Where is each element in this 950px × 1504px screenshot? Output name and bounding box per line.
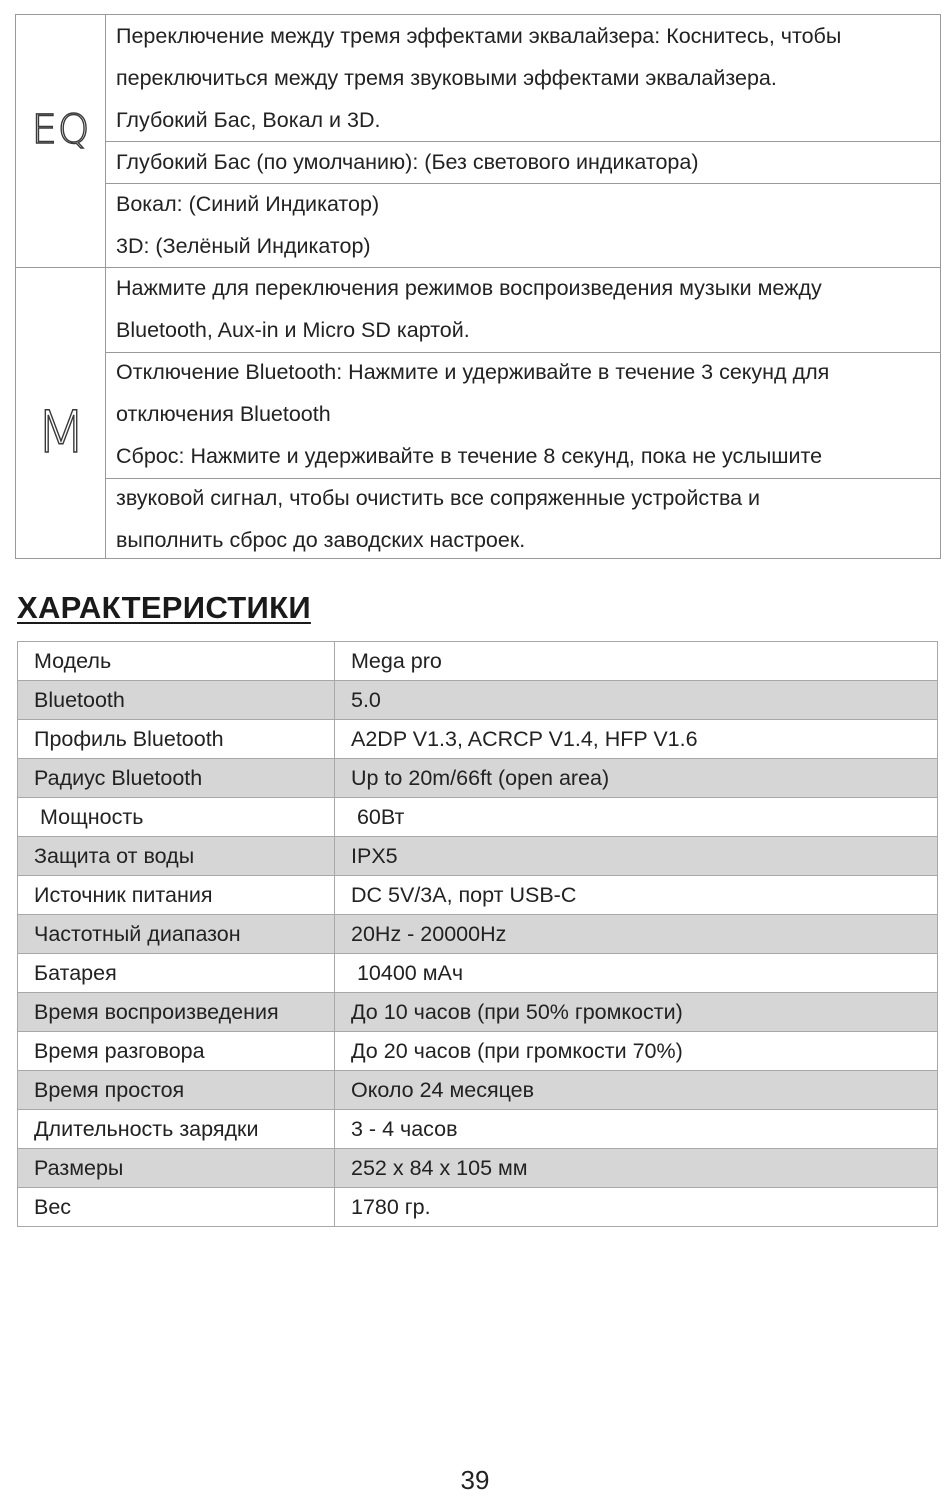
mode-description-line: Нажмите для переключения режимов воспроизведения музыки между	[116, 276, 822, 300]
row-divider	[106, 352, 940, 353]
spec-value: 10400 мАч	[335, 954, 938, 993]
table-row	[18, 642, 938, 681]
eq-description-line: Вокал: (Синий Индикатор)	[116, 192, 380, 216]
spec-key: Защита от воды	[18, 837, 335, 876]
spec-value: До 20 часов (при громкости 70%)	[335, 1032, 938, 1071]
eq-description-line: переключиться между тремя звуковыми эффектами эквалайзера.	[116, 66, 777, 90]
spec-key: Время простоя	[18, 1071, 335, 1110]
spec-key: Время разговора	[18, 1032, 335, 1071]
table-row	[18, 1032, 938, 1071]
mode-description-line: Bluetooth, Aux-in и Micro SD картой.	[116, 318, 470, 342]
table-row	[18, 681, 938, 720]
spec-value: 20Hz - 20000Hz	[335, 915, 938, 954]
eq-description-line: Глубокий Бас (по умолчанию): (Без светового индикатора)	[116, 150, 699, 174]
table-row	[18, 798, 938, 837]
table-row	[18, 1149, 938, 1188]
spec-key: Длительность зарядки	[18, 1110, 335, 1149]
spec-value: Mega pro	[335, 642, 938, 681]
eq-description-line: Переключение между тремя эффектами эквалайзера: Коснитесь, чтобы	[116, 24, 842, 48]
specifications-heading: ХАРАКТЕРИСТИКИ	[17, 590, 311, 625]
spec-value: A2DP V1.3, ACRCP V1.4, HFP V1.6	[335, 720, 938, 759]
spec-value: Около 24 месяцев	[335, 1071, 938, 1110]
table-row	[18, 759, 938, 798]
mode-description-line: отключения Bluetooth	[116, 402, 331, 426]
spec-key: Источник питания	[18, 876, 335, 915]
spec-key: Вес	[18, 1188, 335, 1227]
row-divider	[106, 478, 940, 479]
table-row	[18, 1188, 938, 1227]
page-number: 39	[460, 1465, 490, 1495]
spec-key: Мощность	[18, 798, 335, 837]
spec-key: Время воспроизведения	[18, 993, 335, 1032]
mode-description-line: звуковой сигнал, чтобы очистить все сопряженные устройства и	[116, 486, 761, 510]
spec-value: 1780 гр.	[335, 1188, 938, 1227]
section-divider	[16, 267, 940, 268]
mode-description-line: выполнить сброс до заводских настроек.	[116, 528, 526, 552]
table-row	[18, 993, 938, 1032]
eq-button-icon: EQ	[31, 107, 91, 153]
table-row	[18, 720, 938, 759]
mode-button-icon: M	[35, 398, 87, 466]
table-row	[18, 876, 938, 915]
eq-description-line: Глубокий Бас, Вокал и 3D.	[116, 108, 381, 132]
spec-key: Батарея	[18, 954, 335, 993]
row-divider	[106, 141, 940, 142]
table-row	[18, 1110, 938, 1149]
eq-description-line: 3D: (Зелёный Индикатор)	[116, 234, 371, 258]
spec-value: 5.0	[335, 681, 938, 720]
spec-key: Профиль Bluetooth	[18, 720, 335, 759]
table-row	[18, 837, 938, 876]
spec-key: Модель	[18, 642, 335, 681]
button-icon-column	[16, 15, 106, 558]
mode-description-line: Сброс: Нажмите и удерживайте в течение 8 секунд, пока не услышите	[116, 444, 823, 468]
spec-key: Размеры	[18, 1149, 335, 1188]
table-row	[18, 915, 938, 954]
spec-value: DC 5V/3A, порт USB-C	[335, 876, 938, 915]
row-divider	[106, 183, 940, 184]
spec-key: Радиус Bluetooth	[18, 759, 335, 798]
table-row	[18, 1071, 938, 1110]
spec-value: IPX5	[335, 837, 938, 876]
spec-value: До 10 часов (при 50% громкости)	[335, 993, 938, 1032]
mode-description-line: Отключение Bluetooth: Нажмите и удерживайте в течение 3 секунд для	[116, 360, 830, 384]
spec-value: 3 - 4 часов	[335, 1110, 938, 1149]
table-row	[18, 954, 938, 993]
spec-key: Частотный диапазон	[18, 915, 335, 954]
spec-value: 252 x 84 x 105 мм	[335, 1149, 938, 1188]
spec-value: 60Вт	[335, 798, 938, 837]
specifications-table	[17, 641, 938, 1227]
spec-value: Up to 20m/66ft (open area)	[335, 759, 938, 798]
button-functions-table	[15, 14, 941, 559]
spec-key: Bluetooth	[18, 681, 335, 720]
